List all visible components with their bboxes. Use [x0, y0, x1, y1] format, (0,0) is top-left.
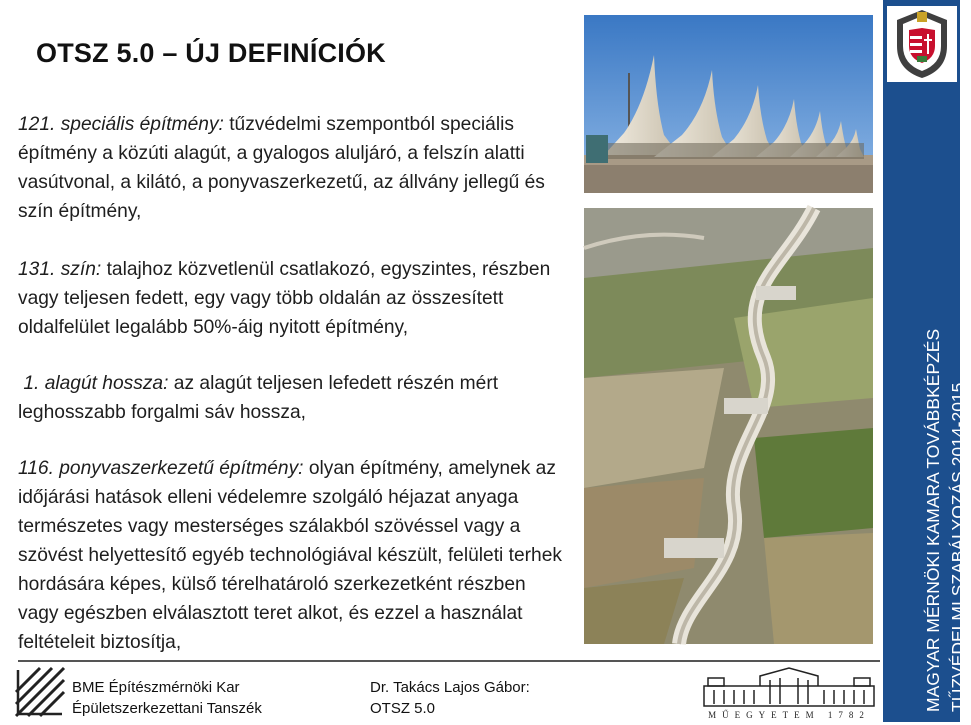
- footer-author: [370, 677, 530, 719]
- footer-author-line-2: OTSZ 5.0: [370, 700, 436, 717]
- definition-number: 116.: [18, 458, 54, 479]
- definition-text: tűzvédelmi szempontból speciális építmény a közúti alagút, a gyalogos aluljáró, a felszín alatti vasútvonal, a kilátó, a ponyvaszerkezetű, az állvány jellegű és szín építmény,: [18, 114, 545, 222]
- definition-text: olyan építmény, amelynek az időjárási hatások elleni védelemre szolgáló héjazat anyaga természetes vagy mesterséges szálakból szövéssel vagy a szövést helyettesítő egyéb technológiával készült, felületi terhek hordására képes, külső térelhatároló szerkezetként részben vagy egészben elválasztott teret alkot, és ezzel a használat feltételeit biztosítja,: [18, 458, 562, 653]
- definition-121: [18, 110, 568, 226]
- sidebar-line-1: MAGYAR MÉRNÖKI KAMARA TOVÁBBKÉPZÉS: [923, 328, 943, 712]
- definition-131: [18, 255, 568, 342]
- definition-term: speciális építmény:: [60, 114, 224, 135]
- definition-term: alagút hossza:: [44, 373, 169, 394]
- hungarian-crest-icon: [887, 6, 957, 82]
- definition-number: 1.: [23, 373, 40, 394]
- slide-title: OTSZ 5.0 – ÚJ DEFINÍCIÓK: [36, 38, 386, 68]
- footer-divider: [18, 660, 880, 662]
- university-wordmark: MŰEGYETEM 1782: [708, 710, 870, 720]
- definition-1: [18, 369, 568, 427]
- footer-dept-line-2: Épületszerkezettani Tanszék: [72, 700, 262, 717]
- definition-term: szín:: [60, 259, 102, 280]
- footer-dept-line-1: BME Építészmérnöki Kar: [72, 679, 240, 696]
- definition-116: [18, 454, 568, 657]
- footer-author-line-1: Dr. Takács Lajos Gábor:: [370, 679, 530, 696]
- definition-term: ponyvaszerkezetű építmény:: [59, 458, 304, 479]
- muegyetem-building-icon: [700, 664, 878, 720]
- tent-structures-photo: [584, 15, 873, 193]
- bme-logo-icon: [14, 666, 66, 718]
- definition-text: az alagút teljesen lefedett részén mért leghosszabb forgalmi sáv hossza,: [18, 373, 499, 423]
- definition-number: 121.: [18, 114, 56, 135]
- tunnel-aerial-photo: [584, 208, 873, 644]
- definition-number: 131.: [18, 259, 56, 280]
- footer-department: [72, 677, 262, 719]
- sidebar-line-2: TŰZVÉDELMI SZABÁLYOZÁS 2014-2015.: [948, 377, 968, 712]
- sidebar-caption: [921, 252, 971, 712]
- definition-text: talajhoz közvetlenül csatlakozó, egyszintes, részben vagy teljesen fedett, egy vagy több oldalán az összesített oldalfelület legalább 50%-áig nyitott építmény,: [18, 259, 551, 338]
